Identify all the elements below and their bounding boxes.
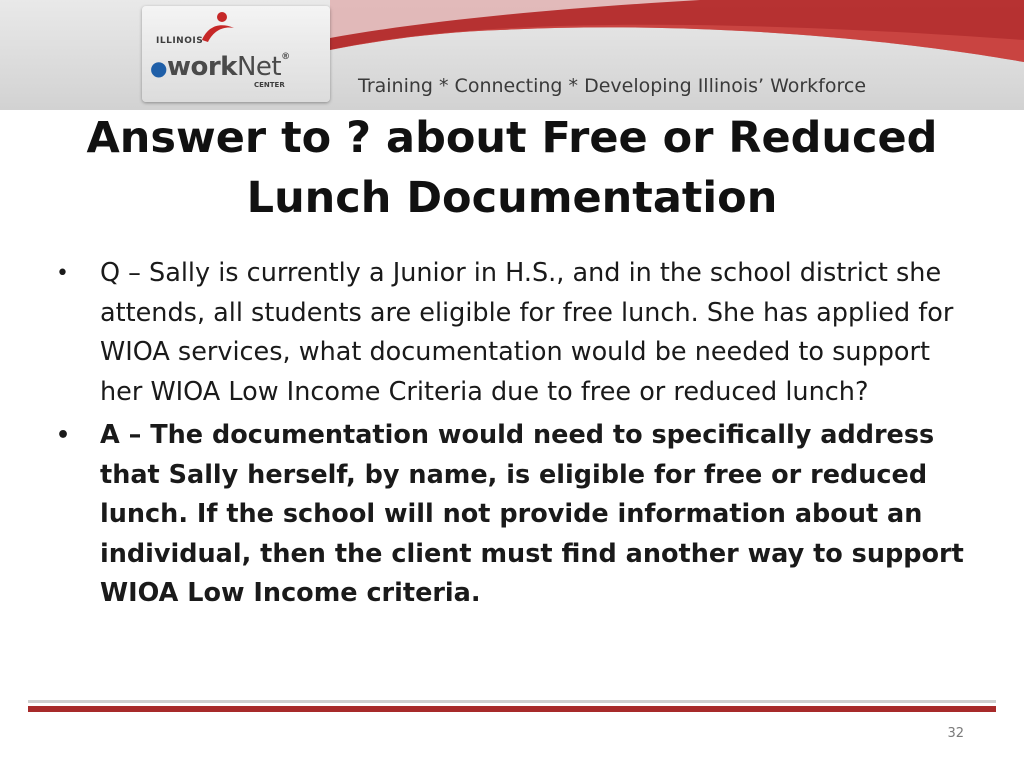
footer-rule-gray: [28, 700, 996, 703]
logo-state-text: ILLINOIS: [156, 36, 204, 46]
header-banner: [0, 0, 1024, 110]
slide-title: Answer to ? about Free or Reduced Lunch Documentation: [86, 113, 938, 223]
logo-brand-lower: work: [166, 52, 237, 82]
logo-globe-icon: ●: [150, 56, 167, 80]
question-text: Q – Sally is currently a Junior in H.S., and in the school district she attends, all students are eligible for free lunch. She has applied for WIOA services, what documentation would be needed to support her WIOA Low Income Criteria due to free or reduced lunch?: [100, 258, 954, 407]
logo-center-text: CENTER: [254, 81, 285, 89]
footer-rule-red: [28, 706, 996, 712]
question-bullet: [56, 254, 976, 412]
logo-wordmark: [150, 52, 290, 82]
person-figure-icon: [198, 10, 238, 44]
answer-text: A – The documentation would need to specifically address that Sally herself, by name, is eligible for free or reduced lunch. If the school will not provide information about an individual, then the client must find another way to support WIOA Low Income criteria.: [100, 420, 964, 608]
header-tagline: Training * Connecting * Developing Illinois’ Workforce: [358, 75, 867, 97]
slide-body: [56, 254, 976, 614]
logo-brand-upper: Net: [236, 52, 282, 82]
bullet-marker: •: [56, 423, 71, 448]
bullet-marker: •: [56, 261, 69, 286]
illinois-worknet-logo: [142, 6, 330, 102]
page-number: 32: [947, 726, 964, 741]
logo-trademark: ®: [281, 52, 290, 62]
answer-bullet: [56, 416, 976, 614]
